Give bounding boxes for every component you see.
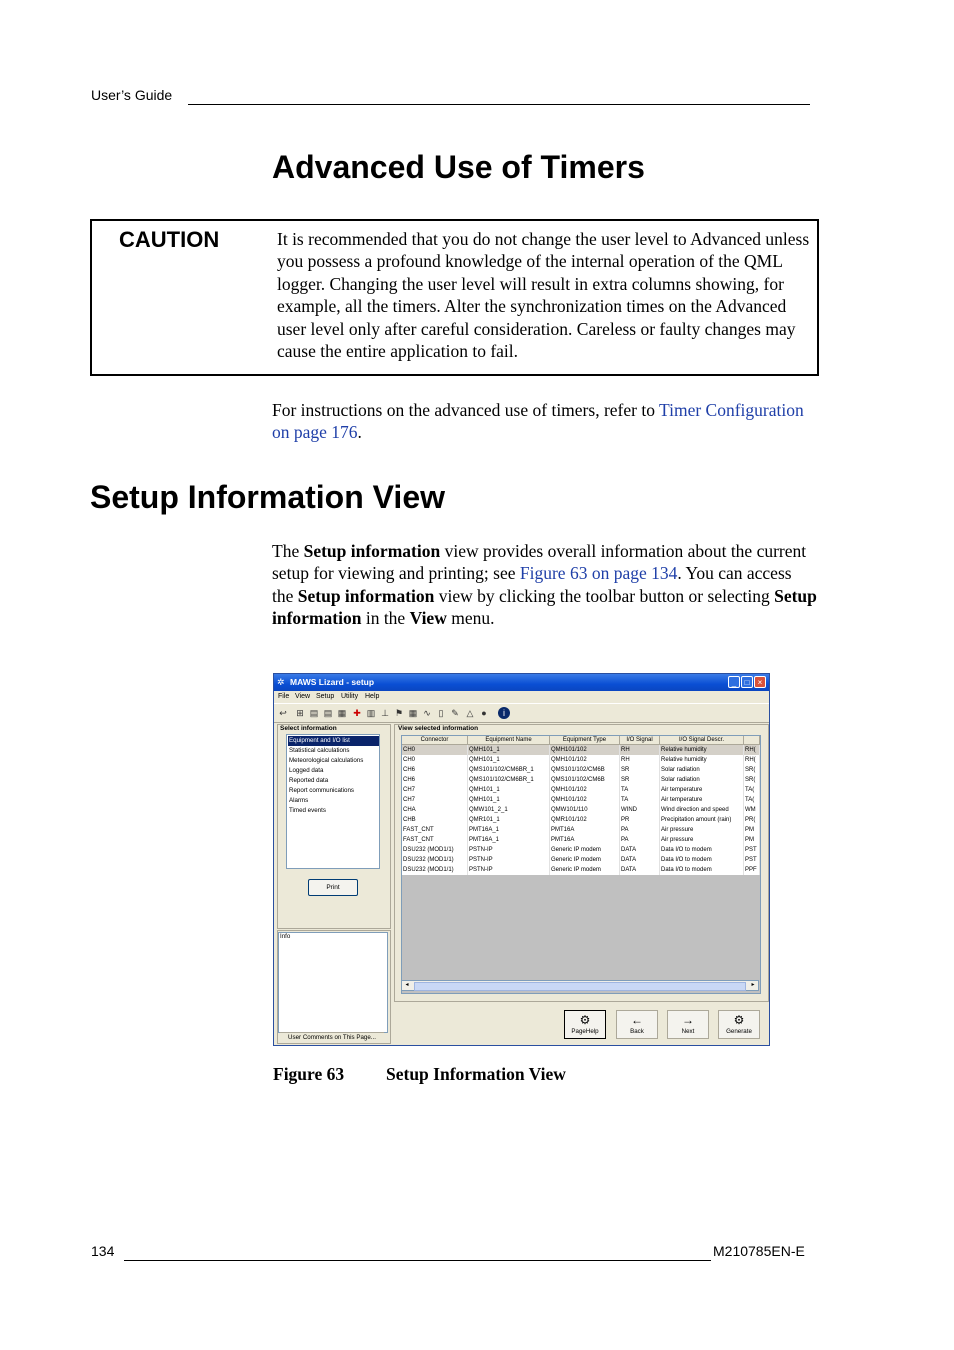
table-cell: PMT16A (550, 825, 620, 835)
table-row[interactable] (402, 855, 760, 865)
channel-icon[interactable]: ▦ (337, 708, 347, 718)
timer-config-link[interactable]: Timer Configuration on page 176 (272, 400, 804, 443)
table-row[interactable] (402, 775, 760, 785)
table-cell: Precipitation amount (rain) (660, 815, 744, 825)
table-cell: Wind direction and speed (660, 805, 744, 815)
toolbar (274, 703, 769, 723)
table-row[interactable] (402, 865, 760, 875)
table-cell: RH( (744, 745, 760, 755)
device-icon[interactable]: ▤ (309, 708, 319, 718)
section-title-setup-info: Setup Information View (90, 479, 445, 515)
back-button[interactable] (616, 1010, 658, 1039)
table-cell: SR( (744, 765, 760, 775)
undo-icon[interactable]: ↩ (279, 708, 287, 718)
bold-term: Setup information (303, 541, 441, 561)
table-row[interactable] (402, 795, 760, 805)
menu-utility[interactable]: Utility (341, 693, 359, 700)
table-cell: WM (744, 805, 760, 815)
list-item[interactable]: Report communications (289, 787, 354, 794)
table-cell: TA( (744, 795, 760, 805)
menu-setup[interactable]: Setup (316, 693, 335, 700)
table-cell: TA (620, 785, 660, 795)
user-comments-button[interactable]: User Comments on This Page... (280, 1032, 384, 1043)
horizontal-scrollbar[interactable] (401, 980, 759, 991)
maximize-icon[interactable]: □ (741, 676, 753, 688)
table-row[interactable] (402, 805, 760, 815)
para-text: For instructions on the advanced use of timers, refer to (272, 400, 660, 420)
table-row[interactable] (402, 745, 760, 755)
table-cell: CH6 (402, 765, 468, 775)
running-header: User’s Guide (91, 87, 173, 103)
table-cell: PPF (744, 865, 760, 875)
table-cell: QMH101_1 (468, 755, 550, 765)
list-item[interactable]: Alarms (289, 797, 309, 804)
table-cell: PR (620, 815, 660, 825)
caution-label: CAUTION (119, 227, 220, 252)
info-icon[interactable]: i (498, 707, 510, 719)
para-text: view by clicking the toolbar button or selecting (434, 585, 775, 606)
table-cell: RH (620, 755, 660, 765)
table-cell: PA (620, 825, 660, 835)
table-cell: QMS101/102/CM6B (550, 775, 620, 785)
column-header[interactable]: Connector (402, 736, 468, 745)
equipment-grid[interactable] (401, 735, 761, 994)
generate-button[interactable] (718, 1010, 760, 1039)
table-cell: Relative humidity (660, 745, 744, 755)
minimize-icon[interactable]: _ (728, 676, 740, 688)
table-cell: DSU232 (MOD1/1) (402, 845, 468, 855)
select-info-label: Select information (280, 725, 337, 732)
page-number: 134 (91, 1243, 115, 1259)
menu-bar (274, 691, 769, 702)
table-cell: QMS101/102/CM6B (550, 765, 620, 775)
page-icon[interactable]: ▯ (438, 708, 444, 718)
table-cell: PSTN-IP (468, 865, 550, 875)
network-icon[interactable]: ⊞ (296, 708, 304, 718)
table-cell: QMR101/102 (550, 815, 620, 825)
column-header[interactable]: Equipment Name (468, 736, 550, 745)
table-cell: QMH101/102 (550, 755, 620, 765)
next-button[interactable] (667, 1010, 709, 1039)
timers-paragraph (272, 399, 817, 444)
bold-term: View (409, 608, 447, 629)
table-cell: SR (620, 775, 660, 785)
table-cell: Air pressure (660, 835, 744, 845)
figure-number: Figure 63 (273, 1064, 345, 1084)
table-cell: FAST_CNT (402, 825, 468, 835)
menu-help[interactable]: Help (365, 693, 380, 700)
bell-icon[interactable]: △ (466, 708, 474, 718)
generate-label: Generate (726, 1028, 752, 1035)
flag-icon[interactable]: ⚑ (394, 708, 404, 718)
table-cell: PSTN-IP (468, 855, 550, 865)
para-text: in the (361, 608, 410, 629)
para-text: menu. (446, 608, 495, 629)
arrow-right-icon: → (682, 1013, 694, 1027)
window-title: MAWS Lizard - setup (290, 677, 375, 687)
chart-icon[interactable]: ▦ (408, 708, 418, 718)
table-cell: PA (620, 835, 660, 845)
table-cell: QMW101_2_1 (468, 805, 550, 815)
figure-title: Setup Information View (386, 1064, 566, 1084)
table-cell: PSTN-IP (468, 845, 550, 855)
para-text: The (272, 541, 304, 561)
table-cell: QMH101_1 (468, 785, 550, 795)
table-cell: CH7 (402, 785, 468, 795)
table-cell: SR( (744, 775, 760, 785)
table-cell: PST (744, 855, 760, 865)
table-cell: WIND (620, 805, 660, 815)
column-header[interactable] (744, 736, 760, 745)
table-cell: FAST_CNT (402, 835, 468, 845)
table-cell: CH6 (402, 775, 468, 785)
table-cell: QMH101/102 (550, 745, 620, 755)
table-cell: PR( (744, 815, 760, 825)
list-item[interactable]: Timed events (289, 807, 326, 814)
grid-icon[interactable]: ▥ (366, 708, 376, 718)
table-cell: DATA (620, 855, 660, 865)
bold-term: Setup information (297, 585, 435, 606)
table-cell: Generic IP modem (550, 865, 620, 875)
scroll-left-icon[interactable]: ◂ (405, 982, 409, 988)
table-row[interactable] (402, 755, 760, 765)
table-cell: RH (620, 745, 660, 755)
scroll-right-icon[interactable]: ▸ (751, 982, 755, 988)
table-cell: QMH101_1 (468, 795, 550, 805)
app-icon: ✲ (277, 677, 285, 687)
print-button[interactable]: Print (308, 879, 358, 896)
table-cell: Data I/O to modem (660, 845, 744, 855)
title-bar (274, 674, 769, 691)
table-cell: QMR101_1 (468, 815, 550, 825)
list-item[interactable]: Statistical calculations (289, 747, 350, 754)
table-cell: Data I/O to modem (660, 855, 744, 865)
menu-view[interactable]: View (295, 693, 311, 700)
column-header[interactable]: Equipment Type (550, 736, 620, 745)
app-window-screenshot (273, 673, 770, 1046)
table-cell: PMT16A_1 (468, 825, 550, 835)
info-textarea[interactable] (278, 932, 388, 1033)
table-cell: CHA (402, 805, 468, 815)
table-cell: Solar radiation (660, 775, 744, 785)
table-cell: PMT16A (550, 835, 620, 845)
list-item[interactable]: Logged data (289, 767, 324, 774)
arrow-left-icon: ← (631, 1013, 643, 1027)
document-code: M210785EN-E (713, 1243, 805, 1259)
back-label: Back (630, 1028, 644, 1035)
figure-link[interactable]: Figure 63 on page 134 (519, 563, 678, 584)
table-cell: TA( (744, 785, 760, 795)
edit-icon[interactable]: ✎ (451, 708, 459, 718)
para-text: . You can access the (272, 563, 792, 606)
menu-file[interactable]: File (278, 693, 290, 700)
table-row[interactable] (402, 785, 760, 795)
para-text: . (357, 422, 362, 443)
caution-text: It is recommended that you do not change the user level to Advanced unless you possess a profound knowledge of the internal operation of the QML logger. Changing the user level will result in extra columns showing, for example, all the timers. Alter the synchronization times on the Advanced user level only after careful consideration. Careless or faulty changes may cause the entire application to fail. (277, 229, 810, 362)
wave-icon[interactable]: ∿ (423, 708, 431, 718)
plugin-icon[interactable]: ● (481, 708, 487, 718)
table-cell: QMS101/102/CM6BR_1 (468, 765, 550, 775)
setup-info-paragraph (272, 540, 817, 630)
table-cell: PM (744, 835, 760, 845)
alarm-icon[interactable]: ✚ (353, 708, 361, 718)
table-cell: PM (744, 825, 760, 835)
table-cell: CHB (402, 815, 468, 825)
table-cell: RH( (744, 755, 760, 765)
table-cell: DATA (620, 845, 660, 855)
bold-term: Setup information (272, 585, 817, 629)
table-cell: TA (620, 795, 660, 805)
table-row[interactable] (402, 815, 760, 825)
table-cell: Air pressure (660, 825, 744, 835)
calc-icon[interactable]: ⊥ (381, 708, 389, 718)
table-cell: Generic IP modem (550, 845, 620, 855)
column-header[interactable]: I/O Signal Descr. (660, 736, 744, 745)
table-cell: Data I/O to modem (660, 865, 744, 875)
table-cell: QMS101/102/CM6BR_1 (468, 775, 550, 785)
table-row[interactable] (402, 835, 760, 845)
table-cell: SR (620, 765, 660, 775)
table-cell: Generic IP modem (550, 855, 620, 865)
section-title-timers: Advanced Use of Timers (272, 149, 645, 185)
help-icon: ⚙ (579, 1013, 591, 1027)
next-label: Next (681, 1028, 695, 1035)
header-rule (188, 104, 810, 105)
table-cell: Air temperature (660, 795, 744, 805)
table-cell: Air temperature (660, 785, 744, 795)
table-row[interactable] (402, 765, 760, 775)
pagehelp-label: PageHelp (571, 1028, 599, 1035)
info-label: Info (280, 933, 291, 940)
pagehelp-button[interactable] (564, 1010, 606, 1039)
list-item[interactable]: Reported data (289, 777, 329, 784)
table-cell: PMT16A_1 (468, 835, 550, 845)
close-icon[interactable]: × (754, 676, 766, 688)
table-cell: CH7 (402, 795, 468, 805)
scroll-thumb[interactable] (414, 982, 746, 991)
table-cell: CH0 (402, 755, 468, 765)
table-cell: DATA (620, 865, 660, 875)
table-row[interactable] (402, 845, 760, 855)
table-cell: PST (744, 845, 760, 855)
table-cell: Relative humidity (660, 755, 744, 765)
table-cell: QMH101_1 (468, 745, 550, 755)
table-cell: DSU232 (MOD1/1) (402, 855, 468, 865)
table-row[interactable] (402, 825, 760, 835)
table-cell: DSU232 (MOD1/1) (402, 865, 468, 875)
table-cell: QMH101/102 (550, 785, 620, 795)
para-text: view provides overall information about the current setup for viewing and printing; see (272, 541, 807, 584)
list-item[interactable]: Equipment and I/O list (288, 736, 379, 746)
list-item[interactable]: Meteorological calculations (289, 757, 364, 764)
device-icon[interactable]: ▤ (323, 708, 333, 718)
table-cell: QMH101/102 (550, 795, 620, 805)
view-info-label: View selected information (398, 725, 479, 732)
table-cell: Solar radiation (660, 765, 744, 775)
select-info-list[interactable] (286, 734, 380, 869)
gears-icon: ⚙ (733, 1013, 745, 1027)
footer-rule (124, 1260, 711, 1261)
table-cell: QMW101/110 (550, 805, 620, 815)
table-cell: CH0 (402, 745, 468, 755)
column-header[interactable]: I/O Signal (620, 736, 660, 745)
